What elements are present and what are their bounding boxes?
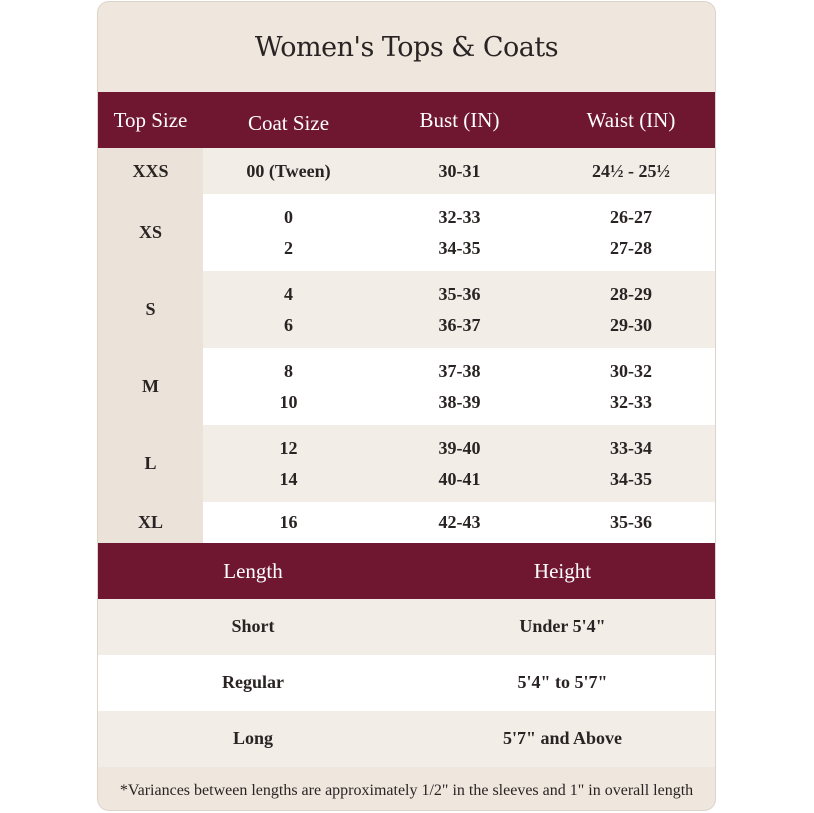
height-value: Under 5'4" (519, 616, 606, 636)
header-length: Length (223, 558, 283, 583)
coat-value: 0 (284, 207, 293, 227)
footnote: *Variances between lengths are approximately 1/2" in the sleeves and 1" in overall length (119, 782, 694, 799)
top-size-cell: M (98, 348, 203, 425)
height-value: 5'4" to 5'7" (517, 672, 608, 692)
header-coat-size: Coat Size (247, 110, 330, 135)
waist-value: 29-30 (610, 315, 652, 335)
length-value: Short (231, 616, 275, 636)
bust-value: 42-43 (438, 512, 481, 532)
coat-value: 10 (279, 392, 298, 412)
bust-value: 37-38 (438, 361, 481, 381)
header-height: Height (533, 558, 592, 583)
coat-value: 8 (284, 361, 293, 381)
table-row (98, 348, 715, 425)
length-value: Regular (222, 672, 284, 692)
waist-value: 24½ - 25½ (592, 160, 670, 181)
coat-value: 00 (Tween) (246, 160, 331, 181)
table-row (98, 194, 715, 271)
size-chart-card (97, 1, 716, 811)
table-row (98, 711, 715, 767)
bust-value: 34-35 (438, 238, 481, 258)
coat-value: 2 (284, 238, 293, 258)
header-bust: Bust (IN) (419, 107, 500, 132)
bust-value: 35-36 (438, 284, 481, 304)
table-row (98, 655, 715, 711)
height-value: 5'7" and Above (502, 728, 623, 748)
bust-value: 36-37 (438, 315, 481, 335)
waist-value: 32-33 (610, 392, 652, 412)
table-row (98, 148, 715, 194)
table-row (98, 425, 715, 502)
waist-value: 30-32 (610, 361, 652, 381)
top-size-cell: XS (98, 194, 203, 271)
table-row (98, 502, 715, 543)
size-table-header (98, 92, 715, 148)
waist-value: 27-28 (610, 238, 652, 258)
top-size-cell: XXS (98, 148, 203, 194)
bust-value: 38-39 (438, 392, 481, 412)
length-table-header (98, 543, 715, 599)
top-size-cell: S (98, 271, 203, 348)
coat-value: 6 (284, 315, 293, 335)
coat-value: 4 (284, 284, 293, 304)
waist-value: 28-29 (610, 284, 652, 304)
bust-value: 30-31 (438, 160, 481, 181)
waist-value: 35-36 (610, 512, 652, 532)
top-size-cell: L (98, 425, 203, 502)
waist-value: 34-35 (610, 469, 652, 489)
waist-value: 33-34 (610, 438, 652, 458)
chart-title: Women's Tops & Coats (254, 31, 559, 63)
top-size-cell: XL (98, 502, 203, 543)
bust-value: 39-40 (438, 438, 481, 458)
coat-value: 16 (279, 512, 298, 532)
table-row (98, 271, 715, 348)
bust-value: 32-33 (438, 207, 481, 227)
bust-value: 40-41 (438, 469, 481, 489)
table-row (98, 599, 715, 655)
coat-value: 14 (279, 469, 298, 489)
waist-value: 26-27 (610, 207, 652, 227)
length-value: Long (232, 728, 274, 748)
coat-value: 12 (279, 438, 298, 458)
header-top-size: Top Size (113, 107, 188, 132)
header-waist: Waist (IN) (586, 107, 676, 132)
